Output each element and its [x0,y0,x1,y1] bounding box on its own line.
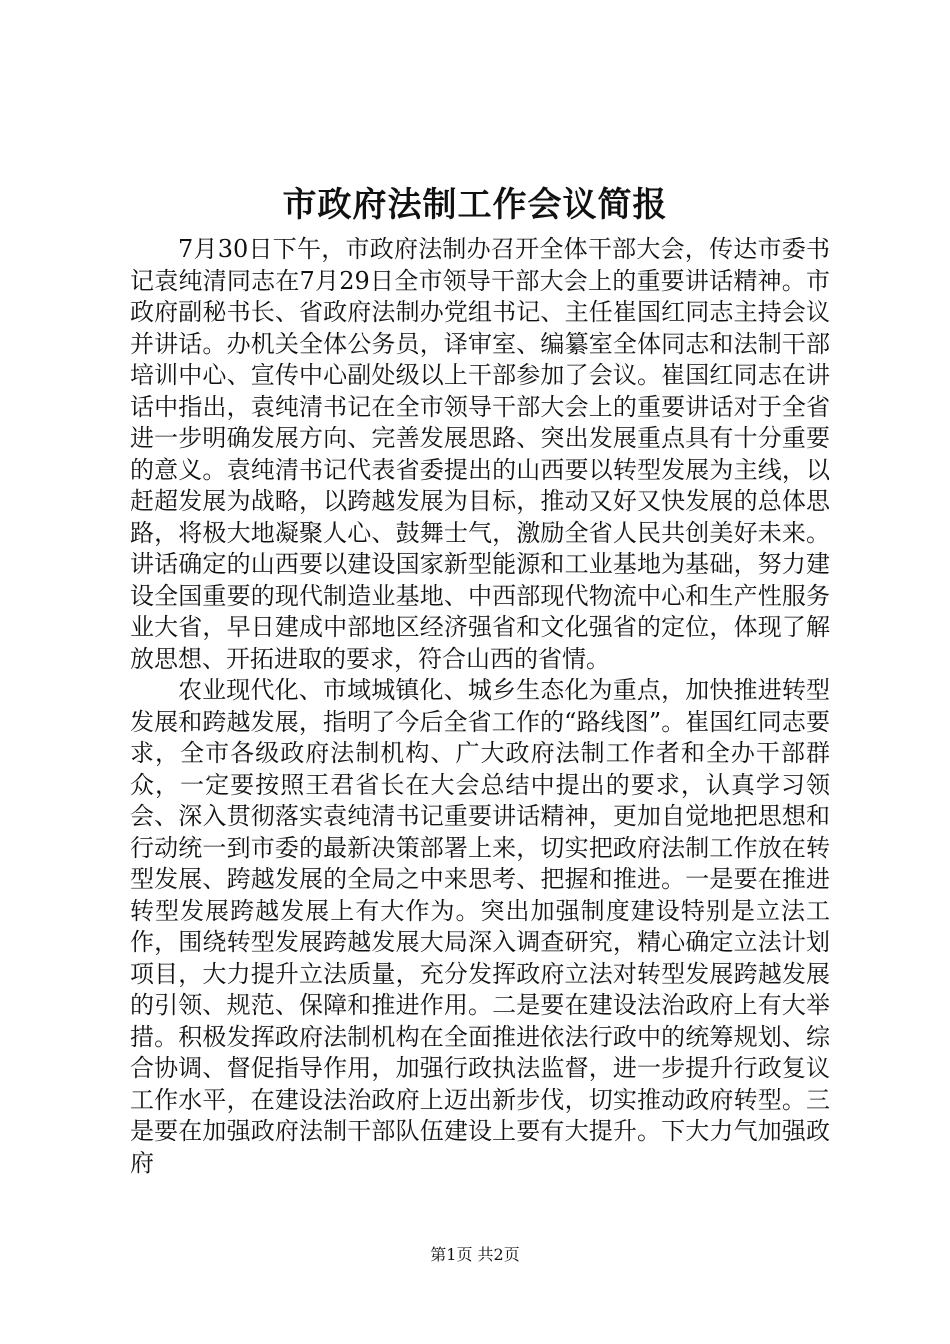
document-title: 市政府法制工作会议简报 [282,185,668,225]
paragraph: 农业现代化、市域城镇化、城乡生态化为重点，加快推进转型发展和跨越发展，指明了今后全省工作的“路线图”。崔国红同志要求，全市各级政府法制机构、广大政府法制工作者和全办干部群众，一定要按照王君省长在大会总结中提出的要求，认真学习领会、深入贯彻落实袁纯清书记重要讲话精神，更加自觉地把思想和行动统一到市委的最新决策部署上来，切实把政府法制工作放在转型发展、跨越发展的全局之中来思考、把握和推进。一是要在推进转型发展跨越发展上有大作为。突出加强制度建设特别是立法工作，围绕转型发展跨越发展大局深入调查研究，精心确定立法计划项目，大力提升立法质量，充分发挥政府立法对转型发展跨越发展的引领、规范、保障和推进作用。二是要在建设法治政府上有大举措。积极发挥政府法制机构在全面推进依法行政中的统筹规划、综合协调、督促指导作用，加强行政执法监督，进一步提升行政复议工作水平，在建设法治政府上迈出新步伐，切实推动政府转型。三是要在加强政府法制干部队伍建设上要有大提升。下大力气加强政府 [130,676,830,1177]
paragraph: 7月30日下午，市政府法制办召开全体干部大会，传达市委书记袁纯清同志在7月29日全市领导干部大会上的重要讲话精神。市政府副秘书长、省政府法制办党组书记、主任崔国红同志主持会议并讲话。办机关全体公务员，译审室、编纂室全体同志和法制干部培训中心、宣传中心副处级以上干部参加了会议。崔国红同志在讲话中指出，袁纯清书记在全市领导干部大会上的重要讲话对于全省进一步明确发展方向、完善发展思路、突出发展重点具有十分重要的意义。袁纯清书记代表省委提出的山西要以转型发展为主线，以赶超发展为战略，以跨越发展为目标，推动又好又快发展的总体思路，将极大地凝聚人心、鼓舞士气，激励全省人民共创美好未来。讲话确定的山西要以建设国家新型能源和工业基地为基础，努力建设全国重要的现代制造业基地、中西部现代物流中心和生产性服务业大省，早日建成中部地区经济强省和文化强省的定位，体现了解放思想、开拓进取的要求，符合山西的省情。 [130,235,830,673]
page-number: 第1页 共2页 [430,1245,520,1264]
document-body [130,234,830,1179]
